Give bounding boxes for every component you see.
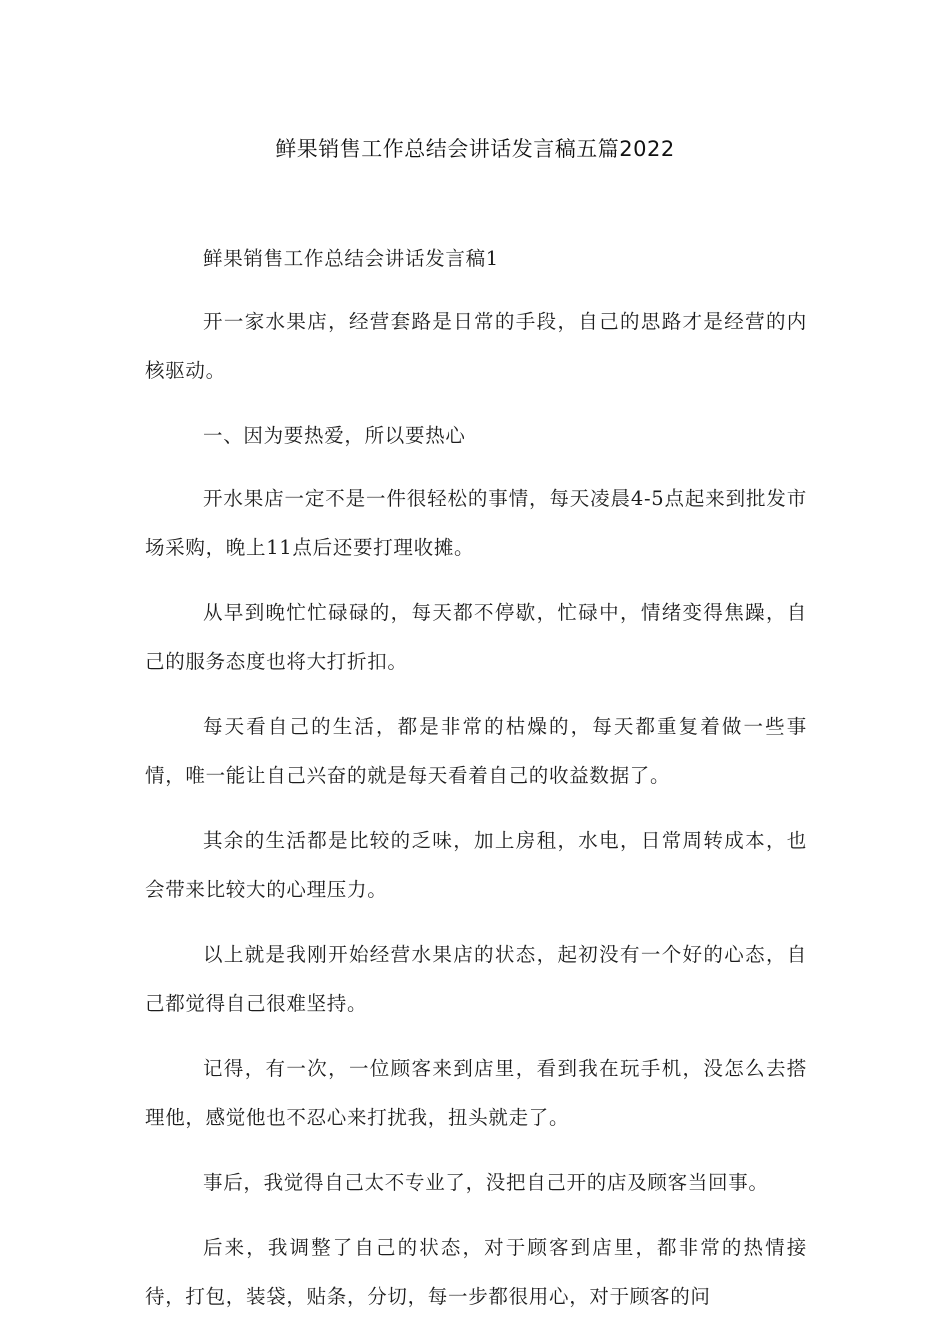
paragraph: 以上就是我刚开始经营水果店的状态，起初没有一个好的心态，自己都觉得自己很难坚持。 — [145, 943, 807, 1015]
paragraph: 后来，我调整了自己的状态，对于顾客到店里，都非常的热情接待，打包，装袋，贴条，分切，每一步都很用心，对于顾客的问 — [145, 1236, 807, 1308]
paragraph: 开一家水果店，经营套路是日常的手段，自己的思路才是经营的内核驱动。 — [145, 310, 807, 382]
subsection-heading: 一、因为要热爱，所以要热心 — [203, 424, 466, 447]
paragraph: 开水果店一定不是一件很轻松的事情，每天凌晨4-5点起来到批发市场采购，晚上11点后还要打理收摊。 — [145, 487, 807, 559]
paragraph: 从早到晚忙忙碌碌的，每天都不停歇，忙碌中，情绪变得焦躁，自己的服务态度也将大打折扣。 — [145, 601, 807, 673]
paragraph: 记得，有一次，一位顾客来到店里，看到我在玩手机，没怎么去搭理他，感觉他也不忍心来打扰我，扭头就走了。 — [145, 1057, 807, 1129]
document-title: 鲜果销售工作总结会讲话发言稿五篇2022 — [275, 137, 675, 161]
section-heading: 鲜果销售工作总结会讲话发言稿1 — [203, 247, 499, 270]
paragraph: 事后，我觉得自己太不专业了，没把自己开的店及顾客当回事。 — [203, 1171, 769, 1194]
paragraph: 其余的生活都是比较的乏味，加上房租，水电，日常周转成本，也会带来比较大的心理压力。 — [145, 829, 807, 901]
document-body — [145, 234, 807, 1337]
paragraph: 每天看自己的生活，都是非常的枯燥的，每天都重复着做一些事情，唯一能让自己兴奋的就是每天看着自己的收益数据了。 — [145, 715, 807, 787]
